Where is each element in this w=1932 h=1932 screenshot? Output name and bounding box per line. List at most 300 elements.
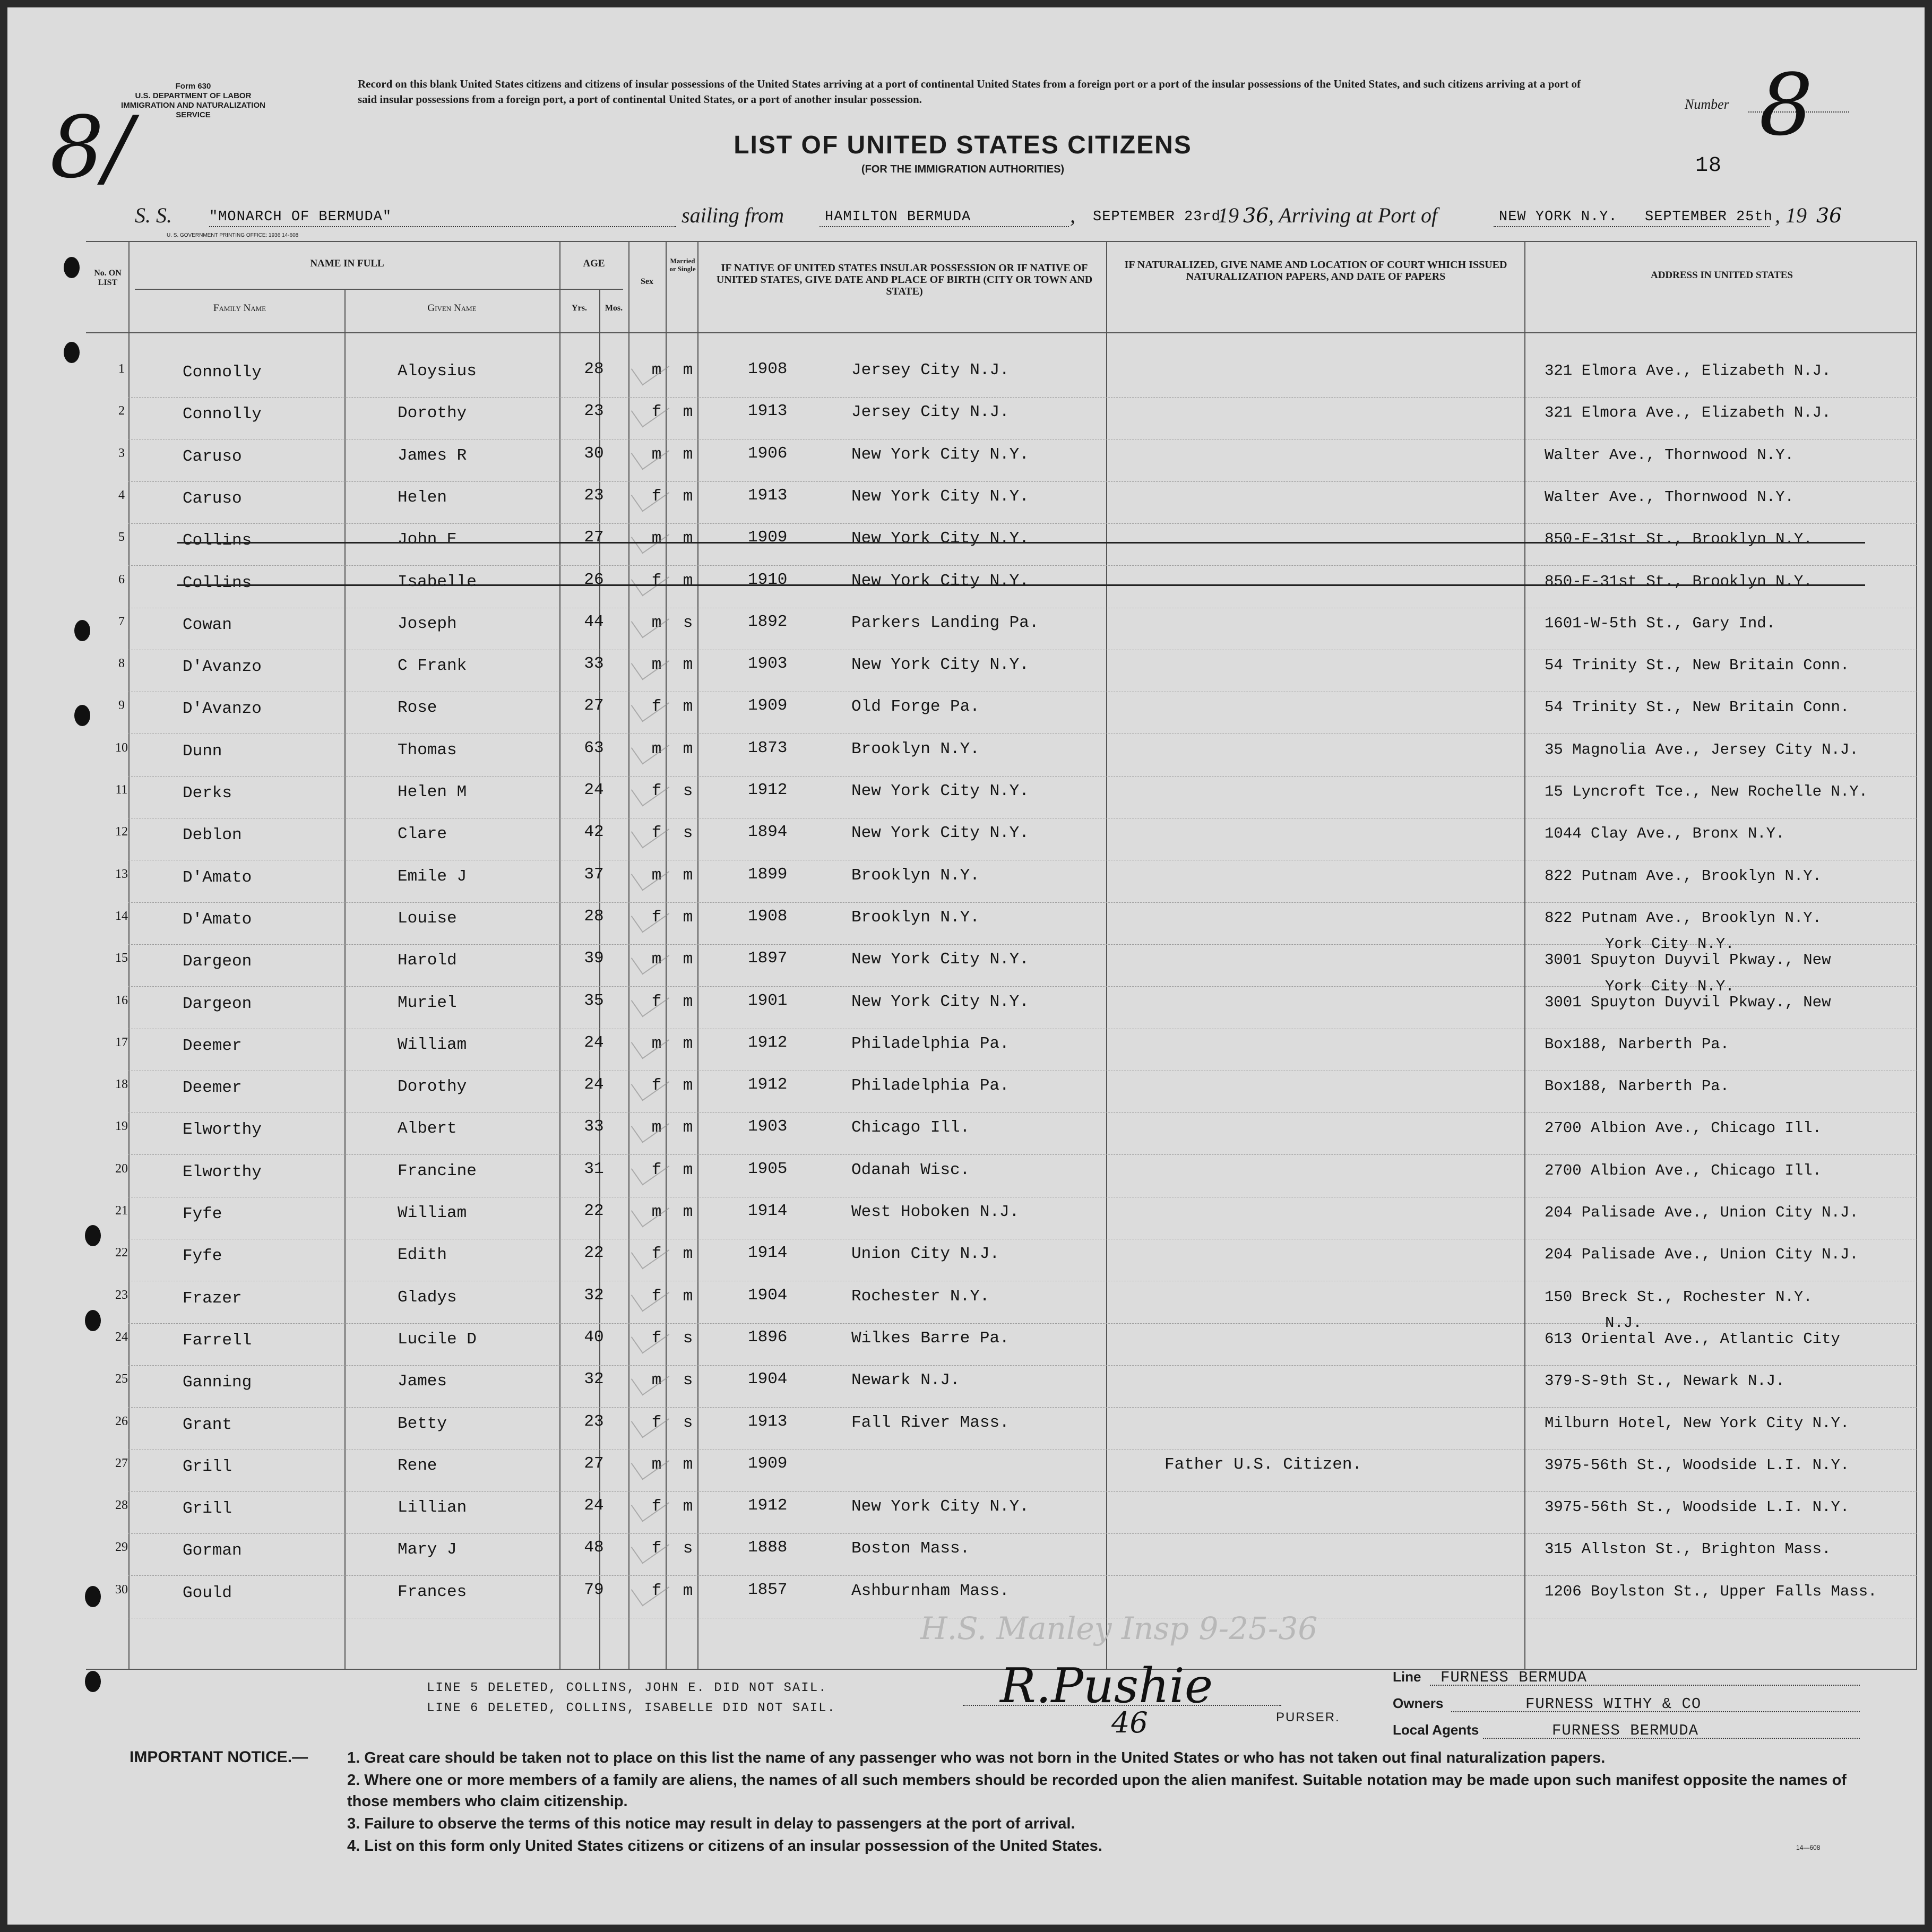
col-naturalized: IF NATURALIZED, GIVE NAME AND LOCATION OF COURT WHICH ISSUED NATURALIZATION PAPERS, AND DATE OF PAPERS <box>1124 259 1507 282</box>
age-years: 32 <box>584 1286 604 1305</box>
family-name: Gould <box>183 1583 232 1602</box>
form-code: 14—608 <box>1796 1844 1821 1851</box>
marital-status: m <box>683 1203 693 1221</box>
address: 2700 Albion Ave., Chicago Ill. <box>1545 1161 1822 1179</box>
given-name: Emile J <box>398 867 467 886</box>
given-name: Clare <box>398 825 447 844</box>
address-overflow: N.J. <box>1605 1314 1642 1332</box>
row-number: 4 <box>118 488 125 502</box>
address: 321 Elmora Ave., Elizabeth N.J. <box>1545 404 1831 422</box>
birth-place: Brooklyn N.Y. <box>851 739 980 758</box>
address: 2700 Albion Ave., Chicago Ill. <box>1545 1119 1822 1137</box>
marital-status: m <box>683 1287 693 1306</box>
table-row <box>7 1200 1925 1241</box>
ss-label: S. S. <box>135 203 172 227</box>
family-name: Derks <box>183 784 232 803</box>
age-years: 26 <box>584 570 604 589</box>
table-row <box>7 526 1925 568</box>
marital-status: m <box>683 1118 693 1137</box>
col-address: ADDRESS IN UNITED STATES <box>1650 270 1793 281</box>
inspector-stamp: H.S. Manley Insp 9-25-36 <box>920 1610 1318 1646</box>
marital-status: m <box>683 908 693 927</box>
family-name: Grill <box>183 1457 232 1476</box>
birth-year: 1892 <box>748 612 788 631</box>
arrival-year: 36 <box>1816 204 1842 227</box>
birth-place: New York City N.Y. <box>851 992 1029 1011</box>
given-name: Edith <box>398 1246 447 1265</box>
given-name: Thomas <box>398 740 457 760</box>
age-years: 23 <box>584 486 604 505</box>
col-sex: Sex <box>641 277 653 286</box>
sex: f <box>651 1581 662 1600</box>
table-row <box>7 1494 1925 1536</box>
age-years: 24 <box>584 1033 604 1052</box>
age-years: 27 <box>584 528 604 547</box>
marital-status: m <box>683 866 693 885</box>
birth-place: New York City N.Y. <box>851 571 1029 590</box>
punch-hole <box>74 620 90 641</box>
family-name: D'Amato <box>183 910 252 929</box>
family-name: Frazer <box>183 1289 242 1308</box>
table-row <box>7 863 1925 905</box>
table-row <box>7 610 1925 652</box>
birth-place: New York City N.Y. <box>851 656 1029 675</box>
punch-hole <box>85 1586 101 1607</box>
birth-place: Jersey City N.J. <box>851 403 1010 422</box>
table-row <box>7 821 1925 862</box>
address: 3001 Spuyton Duyvil Pkway., New <box>1545 993 1831 1011</box>
age-years: 35 <box>584 991 604 1010</box>
given-name: Mary J <box>398 1540 457 1559</box>
age-years: 24 <box>584 1496 604 1515</box>
age-years: 24 <box>584 1075 604 1094</box>
row-number: 29 <box>115 1540 128 1555</box>
line-label: Line <box>1393 1669 1421 1685</box>
birth-year: 1904 <box>748 1370 788 1389</box>
table-row <box>7 1115 1925 1157</box>
row-number: 19 <box>115 1119 128 1134</box>
page-title: LIST OF UNITED STATES CITIZENS <box>734 131 1192 159</box>
row-number: 10 <box>115 740 128 755</box>
arrival-port: NEW YORK N.Y. <box>1499 209 1618 225</box>
arrival-year-prefix: , 19 <box>1775 203 1807 227</box>
punch-hole <box>85 1225 101 1246</box>
col-married: Married or Single <box>669 257 696 273</box>
birth-place: West Hoboken N.J. <box>851 1203 1020 1221</box>
address: 15 Lyncroft Tce., New Rochelle N.Y. <box>1545 783 1868 800</box>
deletion-note: LINE 5 DELETED, COLLINS, JOHN E. DID NOT SAIL. <box>427 1681 827 1695</box>
col-family: Family Name <box>213 303 266 314</box>
family-name: Collins <box>183 573 252 592</box>
signature-note: 46 <box>1111 1706 1148 1739</box>
address: 204 Palisade Ave., Union City N.J. <box>1545 1204 1859 1221</box>
marital-status: m <box>683 571 693 590</box>
address: 321 Elmora Ave., Elizabeth N.J. <box>1545 362 1831 380</box>
deletion-notes <box>427 1678 836 1719</box>
sex: m <box>651 1371 662 1390</box>
col-age: AGE <box>583 258 605 269</box>
family-name: Ganning <box>183 1373 252 1392</box>
sail-date: SEPTEMBER 23rd <box>1093 209 1221 225</box>
address: Box188, Narberth Pa. <box>1545 1077 1730 1096</box>
voyage-line: S. S. "MONARCH OF BERMUDA" sailing from HAMILTON BERMUDA , SEPTEMBER 23rd 19 36 , Arriving at Port of NEW YORK N.Y. SEPTEMBER 25th , 19 36 <box>135 203 1842 227</box>
birth-place: Odanah Wisc. <box>851 1160 970 1179</box>
birth-year: 1912 <box>748 1496 788 1515</box>
age-years: 31 <box>584 1159 604 1178</box>
marital-status: s <box>683 1371 693 1390</box>
age-years: 44 <box>584 612 604 631</box>
given-name: William <box>398 1204 467 1222</box>
given-name: Muriel <box>398 993 457 1012</box>
marital-status: m <box>683 529 693 548</box>
col-mos: Mos. <box>605 304 623 313</box>
birth-year: 1904 <box>748 1286 788 1305</box>
family-name: Fyfe <box>183 1205 222 1223</box>
birth-year: 1908 <box>748 360 788 378</box>
col-no: No. ON LIST <box>94 269 122 287</box>
given-name: Lillian <box>398 1498 467 1517</box>
table-row <box>7 1410 1925 1452</box>
given-name: James R <box>398 446 467 465</box>
sex: m <box>651 445 662 464</box>
sex: m <box>651 613 662 632</box>
birth-place: Old Forge Pa. <box>851 697 980 717</box>
address: 3975-56th St., Woodside L.I. N.Y. <box>1545 1456 1850 1474</box>
marital-status: m <box>683 1245 693 1264</box>
age-years: 22 <box>584 1244 604 1263</box>
marital-status: s <box>683 1539 693 1558</box>
strike-through <box>177 542 1865 544</box>
printing-note: U. S. GOVERNMENT PRINTING OFFICE: 1936 14-608 <box>167 232 299 238</box>
given-name: Helen M <box>398 783 467 801</box>
sheet-number: 18 <box>1695 154 1722 178</box>
birth-year: 1888 <box>748 1538 788 1557</box>
given-name: Betty <box>398 1414 447 1433</box>
given-name: Helen <box>398 488 447 507</box>
row-number: 14 <box>115 909 128 923</box>
given-name: Rose <box>398 698 437 718</box>
notice-item: 4. List on this form only United States citizens or citizens of an insular possession of the United States. <box>347 1838 1102 1855</box>
agents-value: FURNESS BERMUDA <box>1552 1722 1699 1739</box>
birth-place: Boston Mass. <box>851 1539 970 1558</box>
age-years: 22 <box>584 1202 604 1220</box>
address: 54 Trinity St., New Britain Conn. <box>1545 698 1850 717</box>
row-number: 26 <box>115 1414 128 1428</box>
birth-year: 1913 <box>748 402 788 421</box>
given-name: Aloysius <box>398 362 477 381</box>
marital-status: s <box>683 613 693 632</box>
family-name: Caruso <box>183 447 242 466</box>
birth-place: Brooklyn N.Y. <box>851 866 980 885</box>
family-name: Deemer <box>183 1079 242 1098</box>
birth-year: 1910 <box>748 570 788 589</box>
purser-signature: R.Pushie <box>1000 1658 1213 1714</box>
marital-status: m <box>683 403 693 422</box>
row-number: 13 <box>115 867 128 881</box>
sex: f <box>651 1539 662 1558</box>
marital-status: m <box>683 1076 693 1096</box>
marital-status: m <box>683 1160 693 1179</box>
row-number: 1 <box>118 362 125 376</box>
birth-year: 1909 <box>748 528 788 547</box>
birth-place: New York City N.Y. <box>851 487 1029 506</box>
given-name: Gladys <box>398 1288 457 1307</box>
given-name: Joseph <box>398 614 457 633</box>
age-years: 39 <box>584 949 604 968</box>
from-port: HAMILTON BERMUDA <box>825 209 971 225</box>
birth-year: 1912 <box>748 1033 788 1052</box>
line-value: FURNESS BERMUDA <box>1441 1669 1588 1686</box>
punch-hole <box>64 257 80 278</box>
table-row <box>7 694 1925 736</box>
birth-place: New York City N.Y. <box>851 950 1029 969</box>
birth-year: 1899 <box>748 865 788 884</box>
address: 315 Allston St., Brighton Mass. <box>1545 1540 1831 1558</box>
marital-status: s <box>683 824 693 843</box>
row-number: 3 <box>118 446 125 460</box>
row-number: 20 <box>115 1161 128 1176</box>
table-row <box>7 1031 1925 1073</box>
birth-place: Union City N.J. <box>851 1245 1000 1264</box>
sex: m <box>651 866 662 885</box>
sail-year: 36 <box>1243 204 1269 227</box>
family-name: Dargeon <box>183 952 252 971</box>
family-name: Deblon <box>183 826 242 845</box>
address: 1206 Boylston St., Upper Falls Mass. <box>1545 1582 1877 1600</box>
given-name: Lucile D <box>398 1330 477 1349</box>
punch-hole <box>64 342 80 363</box>
age-years: 23 <box>584 1412 604 1431</box>
family-name: Dunn <box>183 741 222 761</box>
family-name: Dargeon <box>183 994 252 1013</box>
owners-label: Owners <box>1393 1695 1444 1711</box>
family-name: Farrell <box>183 1331 252 1350</box>
row-number: 11 <box>115 783 128 797</box>
age-years: 33 <box>584 1117 604 1136</box>
sex: m <box>651 1118 662 1137</box>
row-number: 28 <box>115 1498 128 1513</box>
page-subtitle: (FOR THE IMMIGRATION AUTHORITIES) <box>861 163 1065 175</box>
row-number: 24 <box>115 1330 128 1344</box>
sex: f <box>651 1245 662 1264</box>
col-given: Given Name <box>427 303 477 314</box>
marital-status: m <box>683 1034 693 1053</box>
sex: m <box>651 950 662 969</box>
manifest-sheet <box>7 7 1925 1925</box>
age-years: 40 <box>584 1327 604 1347</box>
marital-status: m <box>683 1455 693 1474</box>
birth-year: 1914 <box>748 1244 788 1263</box>
check-mark <box>631 350 670 386</box>
row-number: 12 <box>115 825 128 839</box>
marital-status: s <box>683 1413 693 1432</box>
address: 35 Magnolia Ave., Jersey City N.J. <box>1545 740 1859 758</box>
purser-label: PURSER. <box>1276 1710 1340 1724</box>
sex: f <box>651 1160 662 1179</box>
page-marker: 8/ <box>50 98 133 197</box>
age-years: 24 <box>584 781 604 799</box>
address: 822 Putnam Ave., Brooklyn N.Y. <box>1545 909 1822 927</box>
col-birth: IF NATIVE OF UNITED STATES INSULAR POSSESSION OR IF NATIVE OF UNITED STATES, GIVE DATE AND PLACE OF BIRTH (CITY OR TOWN AND STATE) <box>716 262 1093 297</box>
given-name: Albert <box>398 1119 457 1138</box>
sex: f <box>651 571 662 590</box>
table-row <box>7 1073 1925 1115</box>
age-years: 37 <box>584 865 604 884</box>
sex: f <box>651 403 662 422</box>
family-name: D'Avanzo <box>183 700 262 719</box>
birth-year: 1894 <box>748 823 788 842</box>
marital-status: m <box>683 487 693 506</box>
address: 54 Trinity St., New Britain Conn. <box>1545 657 1850 675</box>
birth-place: Fall River Mass. <box>851 1413 1010 1432</box>
family-name: Connolly <box>183 405 262 424</box>
row-number: 22 <box>115 1246 128 1260</box>
given-name: Isabelle <box>398 572 477 591</box>
family-name: Caruso <box>183 489 242 508</box>
notice-item: 1. Great care should be taken not to place on this list the name of any passenger who was not born in the United States or who has not taken out final naturalization papers. <box>347 1749 1606 1766</box>
sex: f <box>651 908 662 927</box>
number-label: Number <box>1685 97 1729 112</box>
col-yrs: Yrs. <box>572 304 587 313</box>
row-number: 21 <box>115 1204 128 1218</box>
sex: f <box>651 824 662 843</box>
sail-year-prefix: 19 <box>1218 203 1239 227</box>
marital-status: m <box>683 361 693 380</box>
address: 3975-56th St., Woodside L.I. N.Y. <box>1545 1498 1850 1516</box>
birth-year: 1903 <box>748 654 788 674</box>
given-name: C Frank <box>398 657 467 676</box>
row-number: 17 <box>115 1035 128 1049</box>
punch-hole <box>74 705 90 726</box>
birth-place: New York City N.Y. <box>851 529 1029 548</box>
sex: f <box>651 992 662 1011</box>
family-name: Deemer <box>183 1036 242 1055</box>
sex: m <box>651 361 662 380</box>
age-years: 30 <box>584 444 604 463</box>
birth-year: 1903 <box>748 1117 788 1136</box>
row-number: 16 <box>115 993 128 1007</box>
address: 204 Palisade Ave., Union City N.J. <box>1545 1246 1859 1264</box>
table-row <box>7 358 1925 400</box>
sex: f <box>651 1287 662 1306</box>
birth-year: 1913 <box>748 486 788 505</box>
birth-year: 1913 <box>748 1412 788 1431</box>
row-number: 5 <box>118 530 125 545</box>
table-row <box>7 1368 1925 1410</box>
address: 850-E-31st St., Brooklyn N.Y. <box>1545 572 1813 590</box>
table-row <box>7 737 1925 779</box>
form-label: Form 630 U.S. DEPARTMENT OF LABOR IMMIGRATION AND NATURALIZATION SERVICE <box>121 82 265 119</box>
address: 613 Oriental Ave., Atlantic City <box>1545 1330 1840 1348</box>
birth-year: 1896 <box>748 1327 788 1347</box>
table-row <box>7 1241 1925 1283</box>
age-years: 63 <box>584 738 604 757</box>
sex: m <box>651 1203 662 1221</box>
sex: f <box>651 697 662 717</box>
col-name-in-full: NAME IN FULL <box>310 258 384 269</box>
agents-label: Local Agents <box>1393 1722 1479 1738</box>
row-number: 18 <box>115 1077 128 1092</box>
marital-status: m <box>683 992 693 1011</box>
address: 1044 Clay Ave., Bronx N.Y. <box>1545 825 1785 843</box>
row-number: 30 <box>115 1582 128 1597</box>
sex: m <box>651 529 662 548</box>
address: Walter Ave., Thornwood N.Y. <box>1545 446 1794 464</box>
address: 3001 Spuyton Duyvil Pkway., New <box>1545 951 1831 969</box>
table-row <box>7 977 1925 1031</box>
address: Walter Ave., Thornwood N.Y. <box>1545 488 1794 506</box>
birth-place: Rochester N.Y. <box>851 1287 990 1306</box>
age-years: 27 <box>584 696 604 715</box>
birth-place: New York City N.Y. <box>851 782 1029 800</box>
table-row <box>7 779 1925 821</box>
punch-hole <box>85 1310 101 1331</box>
row-number: 9 <box>118 698 125 713</box>
birth-place: Brooklyn N.Y. <box>851 908 980 927</box>
birth-year: 1909 <box>748 696 788 715</box>
row-number: 23 <box>115 1288 128 1302</box>
marital-status: m <box>683 697 693 717</box>
birth-place: Philadelphia Pa. <box>851 1076 1010 1096</box>
birth-year: 1901 <box>748 991 788 1010</box>
family-name: Collins <box>183 531 252 550</box>
address: Box188, Narberth Pa. <box>1545 1035 1730 1053</box>
birth-place: New York City N.Y. <box>851 445 1029 464</box>
notice-item: 2. Where one or more members of a family are aliens, the names of all such members should be recorded upon the alien manifest. Suitable notation may be made upon such manifest opposite the names of those members who claim citizenship. <box>347 1772 1847 1810</box>
marital-status: m <box>683 445 693 464</box>
family-name: Elworthy <box>183 1162 262 1181</box>
address-overflow: York City N.Y. <box>1605 935 1735 953</box>
sex: m <box>651 1034 662 1053</box>
family-name: Cowan <box>183 615 232 634</box>
sex: m <box>651 656 662 675</box>
address: 379-S-9th St., Newark N.J. <box>1545 1372 1785 1390</box>
given-name: Francine <box>398 1161 477 1180</box>
birth-place: Jersey City N.J. <box>851 361 1010 380</box>
row-number: 2 <box>118 404 125 418</box>
row-number: 27 <box>115 1456 128 1470</box>
sex: m <box>651 1455 662 1474</box>
birth-year: 1909 <box>748 1454 788 1473</box>
address-overflow: York City N.Y. <box>1605 977 1735 995</box>
row-number: 15 <box>115 951 128 965</box>
row-number: 6 <box>118 572 125 586</box>
birth-year: 1857 <box>748 1580 788 1599</box>
age-years: 32 <box>584 1370 604 1389</box>
table-row <box>7 1314 1925 1368</box>
sex: f <box>651 782 662 800</box>
arriving-label: , Arriving at Port of <box>1269 203 1438 227</box>
birth-year: 1908 <box>748 907 788 926</box>
table-row <box>7 1536 1925 1578</box>
given-name: William <box>398 1035 467 1054</box>
table-row <box>7 400 1925 442</box>
given-name: Louise <box>398 909 457 928</box>
notice-lead: IMPORTANT NOTICE.— <box>130 1748 308 1766</box>
age-years: 23 <box>584 402 604 421</box>
punch-hole <box>85 1671 101 1692</box>
marital-status: m <box>683 1581 693 1600</box>
family-name: Gorman <box>183 1541 242 1560</box>
given-name: John E <box>398 530 457 549</box>
marital-status: s <box>683 782 693 800</box>
table-row <box>7 652 1925 694</box>
table-row <box>7 442 1925 484</box>
sex: f <box>651 1497 662 1516</box>
given-name: Frances <box>398 1582 467 1601</box>
ship-name: "MONARCH OF BERMUDA" <box>209 209 392 225</box>
birth-year: 1914 <box>748 1202 788 1220</box>
